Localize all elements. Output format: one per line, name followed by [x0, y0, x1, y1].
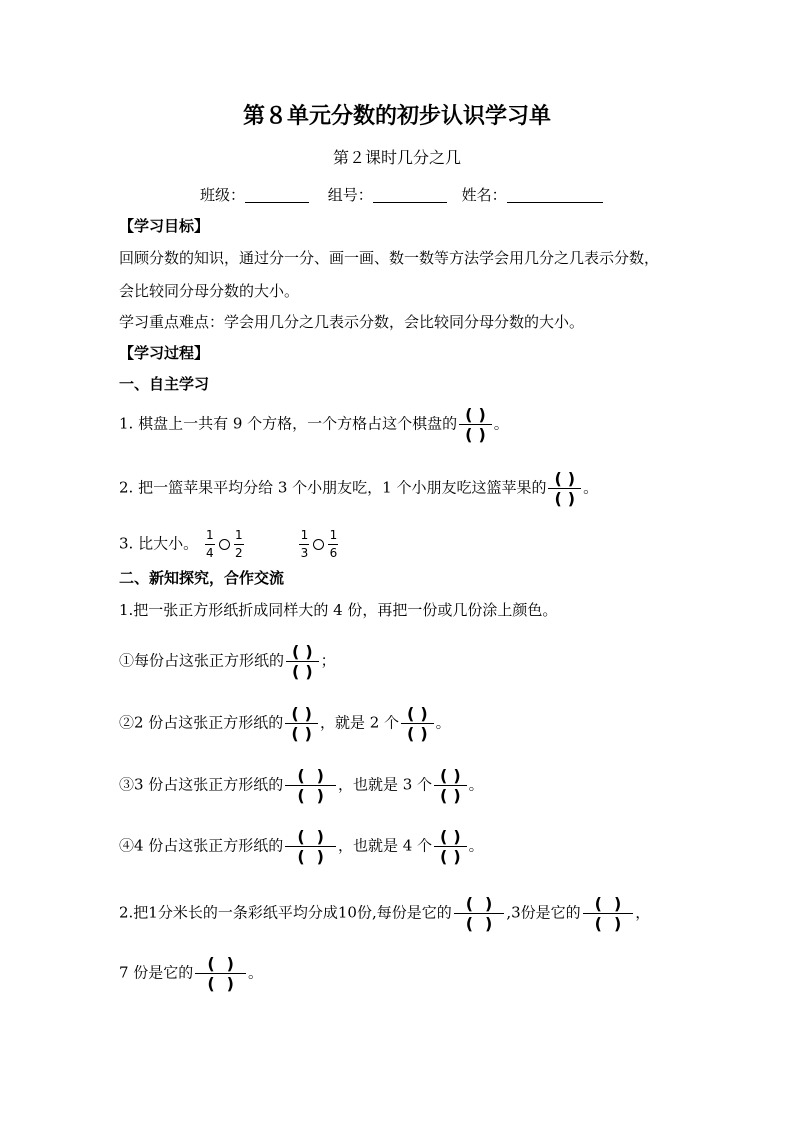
answer-fraction-blank[interactable]: $\frac{()}{()}$ [454, 895, 505, 932]
answer-fraction-blank[interactable]: $\frac{()}{()}$ [548, 470, 581, 507]
group-blank[interactable] [373, 186, 447, 203]
answer-fraction-blank[interactable]: $\frac{()}{()}$ [285, 828, 336, 865]
answer-fraction-blank[interactable]: $\frac{()}{()}$ [285, 705, 318, 742]
sub-question-4: ④4 份占这张正方形纸的 $\frac{()}{()}$ ，也就是 4 个 $\frac{()}{()}$ 。 [119, 827, 484, 866]
sub-question-1: ①每份占这张正方形纸的 $\frac{()}{()}$ ； [119, 642, 336, 681]
class-label: 班级： [200, 186, 246, 204]
answer-fraction-blank[interactable]: $\frac{()}{()}$ [434, 767, 467, 804]
question-2-text: 2. 把一篮苹果平均分给 3 个小朋友吃，1 个小朋友吃这篮苹果的 [119, 478, 547, 497]
answer-fraction-blank[interactable]: $\frac{()}{()}$ [459, 406, 492, 443]
class-blank[interactable] [245, 186, 309, 203]
process-heading: 【学习过程】 [119, 344, 210, 362]
task-2-continued: 7 份是它的 $\frac{()}{()}$ 。 [119, 954, 263, 993]
question-3 [119, 528, 340, 561]
fraction-one-quarter: $\frac{1}{4}$ [206, 528, 214, 560]
page-subtitle: 第２课时几分之几 [332, 148, 461, 167]
goals-line-1: 回顾分数的知识，通过分一分、画一画、数一数等方法学会用几分之几表示分数， [119, 249, 660, 267]
page-title: 第８单元分数的初步认识学习单 [242, 103, 551, 129]
task-2: 2.把1分米长的一条彩纸平均分成10份,每份是它的 $\frac{()}{()}$ ,3份是它的 $\frac{()}{()}$ ， [119, 894, 651, 933]
question-3-text: 3. 比大小。 [119, 534, 199, 553]
goals-line-3: 学习重点难点：学会用几分之几表示分数，会比较同分母分数的大小。 [119, 313, 585, 331]
question-1: 1. 棋盘上一共有 9 个方格，一个方格占这个棋盘的 $\frac{()}{()}$ 。 [119, 405, 509, 444]
fraction-one-half: $\frac{1}{2}$ [235, 528, 243, 560]
section-1-heading: 一、自主学习 [119, 375, 210, 393]
fraction-one-third: $\frac{1}{3}$ [300, 528, 309, 560]
compare-circle-blank[interactable] [219, 539, 230, 550]
answer-fraction-blank[interactable]: $\frac{()}{()}$ [583, 895, 634, 932]
answer-fraction-blank[interactable]: $\frac{()}{()}$ [286, 643, 319, 680]
student-info-row [200, 184, 603, 206]
answer-fraction-blank[interactable]: $\frac{()}{()}$ [195, 955, 246, 992]
sub-question-2: ②2 份占这张正方形纸的 $\frac{()}{()}$ ，就是 2 个 $\frac{()}{()}$ 。 [119, 704, 451, 743]
section-2-heading: 二、新知探究，合作交流 [119, 569, 285, 587]
compare-circle-blank[interactable] [313, 539, 324, 550]
answer-fraction-blank[interactable]: $\frac{()}{()}$ [401, 705, 434, 742]
sub-question-3: ③3 份占这张正方形纸的 $\frac{()}{()}$ ，也就是 3 个 $\frac{()}{()}$ 。 [119, 766, 484, 805]
fraction-one-sixth: $\frac{1}{6}$ [329, 528, 338, 560]
goals-line-2: 会比较同分母分数的大小。 [119, 282, 300, 300]
name-label: 姓名： [461, 186, 507, 204]
goals-heading: 【学习目标】 [119, 217, 210, 235]
task-1-text: 1.把一张正方形纸折成同样大的 4 份，再把一份或几份涂上颜色。 [119, 601, 558, 619]
name-blank[interactable] [507, 186, 603, 203]
question-2: 2. 把一篮苹果平均分给 3 个小朋友吃，1 个小朋友吃这篮苹果的 $\frac{()}{()}$ 。 [119, 469, 599, 508]
answer-fraction-blank[interactable]: $\frac{()}{()}$ [434, 828, 467, 865]
group-label: 组号： [327, 186, 373, 204]
question-1-text: 1. 棋盘上一共有 9 个方格，一个方格占这个棋盘的 [119, 414, 458, 433]
answer-fraction-blank[interactable]: $\frac{()}{()}$ [285, 767, 336, 804]
